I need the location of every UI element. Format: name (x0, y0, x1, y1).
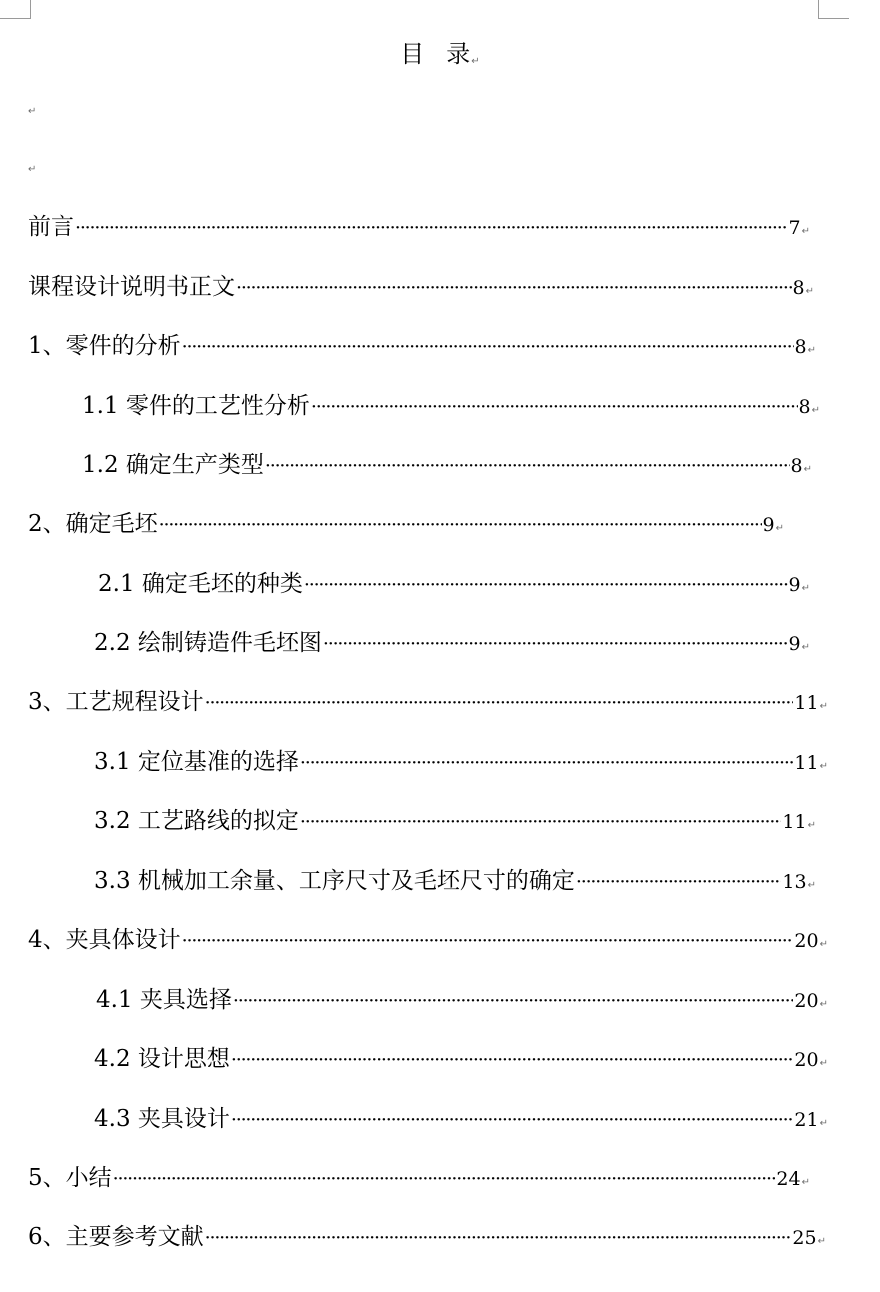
paragraph-mark-icon: ↵ (775, 523, 784, 534)
toc-entry[interactable] (82, 391, 820, 421)
toc-entry-label: 2、确定毛坯 (28, 511, 158, 537)
toc-title-part2: 录 (446, 40, 471, 68)
toc-entry-page: 20 (794, 1049, 819, 1071)
toc-entry[interactable] (96, 985, 828, 1015)
toc-entry[interactable] (28, 1163, 810, 1193)
toc-entry-page: 8 (792, 277, 805, 299)
paragraph-mark-icon: ↵ (807, 880, 816, 891)
toc-leader-dots (159, 510, 762, 540)
toc-title (0, 34, 880, 69)
toc-entry-label: 4.2 设计思想 (94, 1046, 230, 1072)
paragraph-mark-icon: ↵ (819, 1058, 828, 1069)
toc-entry-label: 课程设计说明书正文 (28, 274, 235, 300)
toc-entry[interactable] (98, 569, 810, 599)
toc-entry-label: 2.1 确定毛坯的种类 (98, 571, 303, 597)
paragraph-mark-icon: ↵ (819, 999, 828, 1010)
toc-entry-page: 24 (776, 1168, 801, 1190)
toc-entry-page: 13 (782, 871, 807, 893)
toc-entry-label: 2.2 绘制铸造件毛坯图 (94, 630, 322, 656)
toc-entry[interactable] (94, 1104, 828, 1134)
toc-entry-page: 21 (794, 1109, 819, 1131)
toc-entry[interactable] (28, 272, 814, 302)
paragraph-mark-icon: ↵ (819, 701, 828, 712)
toc-entry-page: 11 (794, 752, 819, 774)
toc-entry-label: 1.2 确定生产类型 (82, 452, 264, 478)
toc-entry-label: 4、夹具体设计 (28, 927, 181, 953)
paragraph-mark-icon: ↵ (801, 583, 810, 594)
paragraph-mark-icon: ↵ (819, 761, 828, 772)
toc-entry-page: 11 (782, 811, 807, 833)
toc-entry[interactable] (94, 806, 816, 836)
toc-leader-dots (323, 629, 788, 659)
toc-entry-page: 8 (798, 396, 811, 418)
toc-leader-dots (265, 451, 790, 481)
toc-entry-label: 前言 (28, 214, 74, 240)
toc-entry-label: 1、零件的分析 (28, 333, 181, 359)
toc-entry[interactable] (28, 687, 828, 717)
toc-entry-label: 3.2 工艺路线的拟定 (94, 808, 299, 834)
paragraph-mark-icon: ↵ (801, 1177, 810, 1188)
toc-entry-label: 3、工艺规程设计 (28, 689, 204, 715)
paragraph-mark-icon: ↵ (801, 642, 810, 653)
toc-leader-dots (182, 332, 794, 362)
toc-leader-dots (576, 867, 782, 897)
toc-entry[interactable] (28, 1222, 826, 1252)
toc-entry-page: 8 (794, 336, 807, 358)
toc-entry[interactable] (94, 747, 828, 777)
toc-entry[interactable] (28, 925, 828, 955)
toc-entry[interactable] (82, 450, 812, 480)
paragraph-mark-icon: ↵ (819, 1118, 828, 1129)
toc-leader-dots (182, 926, 794, 956)
toc-leader-dots (231, 1045, 794, 1075)
toc-leader-dots (113, 1164, 776, 1194)
toc-leader-dots (300, 748, 794, 778)
empty-paragraph-mark-icon: ↵ (28, 106, 37, 117)
toc-entry-page: 11 (794, 692, 819, 714)
toc-entry-page: 9 (762, 514, 775, 536)
toc-leader-dots (205, 1223, 792, 1253)
empty-paragraph-mark-icon: ↵ (28, 164, 37, 175)
paragraph-mark-icon: ↵ (807, 345, 816, 356)
toc-entry-page: 20 (794, 990, 819, 1012)
page-corner-mark-top-right (818, 0, 849, 19)
toc-entry-page: 7 (788, 217, 801, 239)
toc-entry[interactable] (94, 1044, 828, 1074)
paragraph-mark-icon: ↵ (801, 226, 810, 237)
page-corner-mark-top-left (0, 0, 31, 19)
toc-title-part1: 目 (400, 40, 425, 68)
toc-entry-page: 20 (794, 930, 819, 952)
toc-entry-page: 8 (790, 455, 803, 477)
toc-leader-dots (304, 570, 788, 600)
toc-entry-page: 9 (788, 633, 801, 655)
toc-entry-label: 4.1 夹具选择 (96, 987, 232, 1013)
toc-entry-label: 5、小结 (28, 1165, 112, 1191)
toc-entry-label: 6、主要参考文献 (28, 1224, 204, 1250)
toc-leader-dots (236, 273, 792, 303)
toc-entry[interactable] (28, 212, 810, 242)
toc-entry-label: 1.1 零件的工艺性分析 (82, 393, 310, 419)
toc-entry[interactable] (28, 331, 816, 361)
toc-entry-label: 3.1 定位基准的选择 (94, 749, 299, 775)
toc-leader-dots (233, 986, 794, 1016)
toc-leader-dots (205, 688, 794, 718)
paragraph-mark-icon: ↵ (471, 56, 480, 67)
paragraph-mark-icon: ↵ (817, 1236, 826, 1247)
paragraph-mark-icon: ↵ (803, 464, 812, 475)
toc-leader-dots (300, 807, 782, 837)
toc-entry[interactable] (28, 509, 784, 539)
paragraph-mark-icon: ↵ (807, 820, 816, 831)
toc-leader-dots (231, 1105, 794, 1135)
toc-leader-dots (75, 213, 788, 243)
toc-entry[interactable] (94, 628, 810, 658)
toc-entry-page: 9 (788, 574, 801, 596)
paragraph-mark-icon: ↵ (819, 939, 828, 950)
paragraph-mark-icon: ↵ (811, 405, 820, 416)
paragraph-mark-icon: ↵ (805, 286, 814, 297)
toc-entry-label: 3.3 机械加工余量、工序尺寸及毛坯尺寸的确定 (94, 868, 575, 894)
toc-leader-dots (311, 392, 798, 422)
toc-entry-label: 4.3 夹具设计 (94, 1106, 230, 1132)
toc-entry-page: 25 (792, 1227, 817, 1249)
toc-entry[interactable] (94, 866, 816, 896)
